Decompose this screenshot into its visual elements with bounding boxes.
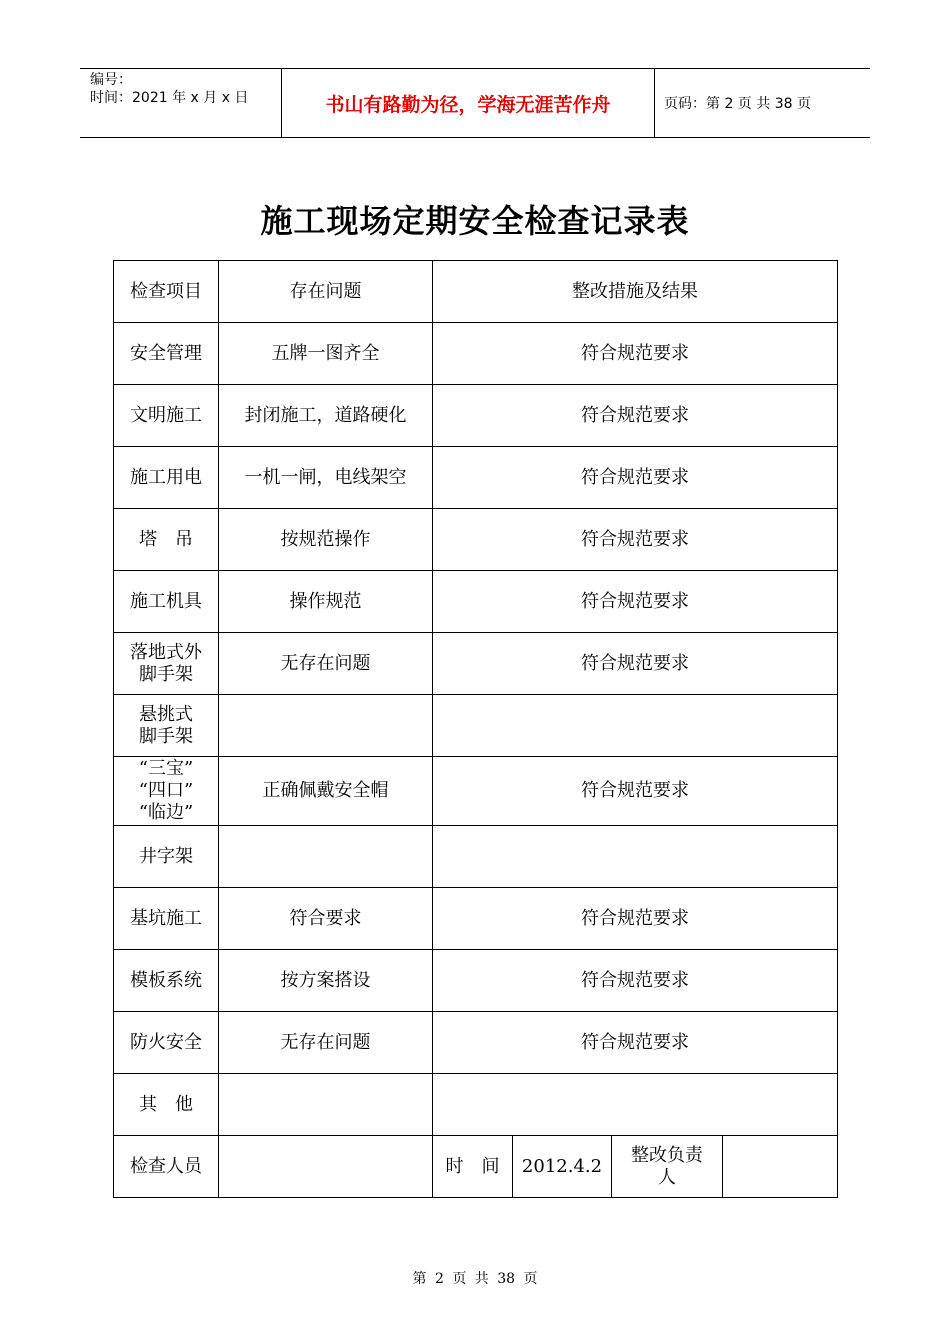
row-result: 符合规范要求	[433, 571, 838, 633]
row-problem	[219, 826, 433, 888]
row-result: 符合规范要求	[433, 888, 838, 950]
row-result: 符合规范要求	[433, 1012, 838, 1074]
row-item-line: “四口”	[138, 780, 194, 801]
responsible-label-line: 整改负责	[631, 1144, 703, 1166]
footer-suffix: 页	[523, 1271, 538, 1287]
table-row	[114, 888, 838, 950]
row-result	[433, 695, 838, 757]
table-row	[114, 447, 838, 509]
table-row	[114, 950, 838, 1012]
row-item-line: 脚手架	[139, 725, 193, 747]
table-row	[114, 323, 838, 385]
row-problem: 一机一闸，电线架空	[219, 447, 433, 509]
header-motto: 书山有路勤为径，学海无涯苦作舟	[325, 93, 611, 116]
row-result: 符合规范要求	[433, 950, 838, 1012]
row-problem	[219, 1074, 433, 1136]
row-item: 井字架	[114, 826, 219, 888]
row-item	[114, 757, 219, 826]
header-item: 检查项目	[114, 261, 219, 323]
row-item-line: “三宝”	[138, 758, 194, 779]
table-row	[114, 1074, 838, 1136]
row-problem: 正确佩戴安全帽	[219, 757, 433, 826]
table-last-row	[114, 1136, 838, 1198]
responsible-label	[612, 1136, 723, 1198]
responsible-label-line: 人	[658, 1166, 676, 1188]
row-result: 符合规范要求	[433, 633, 838, 695]
row-result: 符合规范要求	[433, 509, 838, 571]
row-result	[433, 826, 838, 888]
footer-mid1: 页	[452, 1271, 467, 1287]
row-result: 符合规范要求	[433, 323, 838, 385]
row-result: 符合规范要求	[433, 757, 838, 826]
row-item-line: 悬挑式	[139, 703, 193, 725]
row-problem: 按方案搭设	[219, 950, 433, 1012]
footer-mid2: 共	[474, 1271, 489, 1287]
table-row	[114, 633, 838, 695]
row-problem: 五牌一图齐全	[219, 323, 433, 385]
row-problem: 按规范操作	[219, 509, 433, 571]
row-item: 施工机具	[114, 571, 219, 633]
footer-prefix: 第	[412, 1271, 427, 1287]
row-item: 其 他	[114, 1074, 219, 1136]
footer-page: 2	[434, 1271, 444, 1287]
table-header-row	[114, 261, 838, 323]
row-item: 施工用电	[114, 447, 219, 509]
table-row	[114, 1012, 838, 1074]
time-value: 2012.4.2	[513, 1136, 612, 1198]
header-left	[90, 71, 248, 107]
header-result: 整改措施及结果	[433, 261, 838, 323]
row-problem	[219, 695, 433, 757]
row-result: 符合规范要求	[433, 447, 838, 509]
row-item-line: 落地式外	[130, 641, 202, 663]
row-problem: 无存在问题	[219, 633, 433, 695]
row-item-line: “临边”	[138, 802, 194, 823]
row-item: 防火安全	[114, 1012, 219, 1074]
code-label: 编号：	[90, 72, 132, 88]
row-problem: 封闭施工，道路硬化	[219, 385, 433, 447]
footer-total: 38	[497, 1271, 516, 1287]
row-item: 基坑施工	[114, 888, 219, 950]
row-item: 塔 吊	[114, 509, 219, 571]
row-item	[114, 633, 219, 695]
inspector-value	[219, 1136, 433, 1198]
header-page-info: 页码：第 2 页 共 38 页	[664, 96, 811, 112]
page-footer	[0, 1268, 950, 1288]
inspector-label: 检查人员	[114, 1136, 219, 1198]
row-item: 模板系统	[114, 950, 219, 1012]
responsible-value	[723, 1136, 838, 1198]
row-item: 文明施工	[114, 385, 219, 447]
time-label: 时 间	[433, 1136, 513, 1198]
inspection-table	[113, 260, 838, 1198]
row-problem: 符合要求	[219, 888, 433, 950]
row-item-line: 脚手架	[139, 663, 193, 685]
row-problem: 无存在问题	[219, 1012, 433, 1074]
row-result	[433, 1074, 838, 1136]
table-row	[114, 695, 838, 757]
document-title: 施工现场定期安全检查记录表	[260, 202, 690, 240]
row-problem: 操作规范	[219, 571, 433, 633]
header-problem: 存在问题	[219, 261, 433, 323]
table-row	[114, 826, 838, 888]
table-row	[114, 385, 838, 447]
header-divider-2	[654, 69, 655, 137]
row-result: 符合规范要求	[433, 385, 838, 447]
row-item	[114, 695, 219, 757]
page-header	[80, 68, 870, 138]
table-row	[114, 509, 838, 571]
row-item: 安全管理	[114, 323, 219, 385]
time-line: 时间：2021 年 x 月 x 日	[90, 90, 249, 106]
table-row	[114, 757, 838, 826]
table-row	[114, 571, 838, 633]
